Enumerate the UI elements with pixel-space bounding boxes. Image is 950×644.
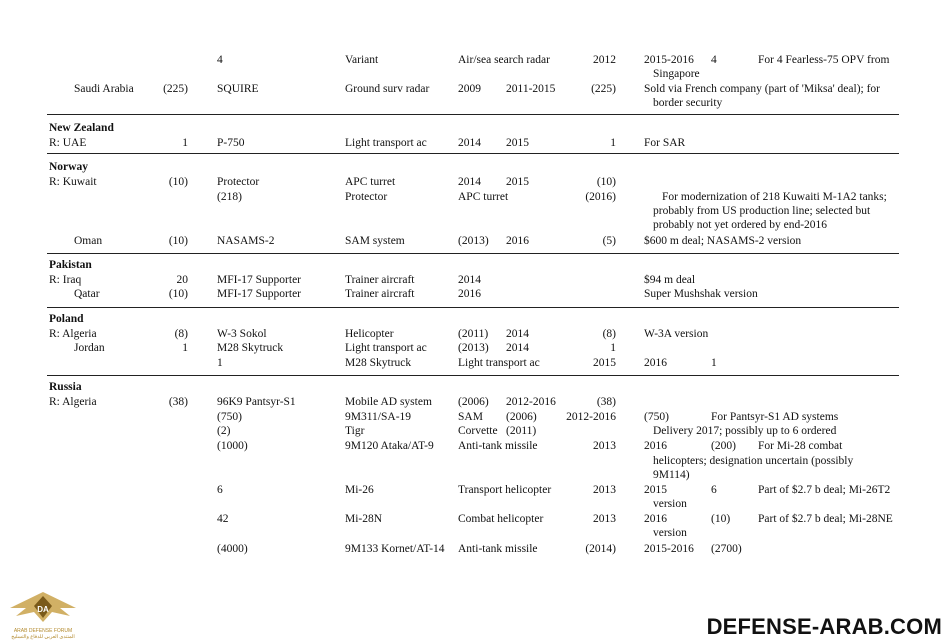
weapon-description: M28 Skytruck	[345, 357, 412, 369]
number-ordered: (38)	[168, 396, 188, 408]
supplier-heading: Russia	[49, 381, 82, 393]
weapon-description: 9M311/SA-19	[345, 411, 412, 423]
recipient: Saudi Arabia	[74, 83, 134, 95]
delivery-years: 2015	[506, 176, 529, 188]
comments: probably not yet ordered by end-2016	[653, 219, 828, 231]
weapon-description: SAM system	[345, 235, 405, 247]
delivery-years: 2015	[506, 137, 529, 149]
weapon-designation: SQUIRE	[217, 83, 259, 95]
weapon-designation: (750)	[217, 411, 242, 423]
forum-logo-text	[6, 628, 80, 640]
delivery-years: (2006)	[506, 411, 537, 423]
comments: Sold via French company (part of 'Miksa' deal); for	[644, 83, 880, 95]
section-divider	[47, 114, 899, 115]
number-delivered: 4	[711, 54, 717, 66]
weapon-designation: P-750	[217, 137, 245, 149]
order-year: 2013	[593, 440, 616, 452]
weapon-description: APC turret	[345, 176, 396, 188]
comments: probably from US production line; selected but	[653, 205, 871, 217]
weapon-designation: 1	[217, 357, 223, 369]
weapon-designation: 96K9 Pantsyr-S1	[217, 396, 296, 408]
recipient: R: Kuwait	[49, 176, 97, 188]
weapon-description: Anti-tank missile	[458, 543, 538, 555]
number-ordered: (10)	[168, 235, 188, 247]
order-year: 2012	[593, 54, 616, 66]
recipient: R: Iraq	[49, 274, 82, 286]
weapon-description: Helicopter	[345, 328, 394, 340]
weapon-description: Air/sea search radar	[458, 54, 550, 66]
delivery-years: 2016	[644, 440, 667, 452]
recipient: R: Algeria	[49, 396, 97, 408]
number-delivered: (2016)	[585, 191, 616, 203]
number-ordered: (8)	[174, 328, 188, 340]
delivery-years: 2015-2016	[644, 54, 694, 66]
number-ordered: 1	[182, 137, 188, 149]
recipient: R: Algeria	[49, 328, 97, 340]
order-year: (2014)	[585, 543, 616, 555]
comments: Super Mushshak version	[644, 288, 758, 300]
comments: Part of $2.7 b deal; Mi-26T2	[758, 484, 891, 496]
delivery-years: 2015-2016	[644, 543, 694, 555]
weapon-designation: (4000)	[217, 543, 248, 555]
section-divider	[47, 307, 899, 308]
comments: version	[653, 498, 687, 510]
weapon-designation: 42	[217, 513, 229, 525]
comments: For SAR	[644, 137, 686, 149]
comments: $600 m deal; NASAMS-2 version	[644, 235, 802, 247]
delivery-years: (2011)	[506, 425, 537, 437]
comments: helicopters; designation uncertain (possibly	[653, 455, 854, 467]
number-delivered: (5)	[602, 235, 616, 247]
comments: For Mi-28 combat	[758, 440, 843, 452]
weapon-designation: M28 Skytruck	[217, 342, 284, 354]
number-delivered: 1	[610, 342, 616, 354]
order-year: APC turret	[458, 191, 509, 203]
section-divider	[47, 153, 899, 154]
delivery-years: 2014	[506, 328, 529, 340]
weapon-designation: Protector	[217, 176, 260, 188]
weapon-designation: 6	[217, 484, 223, 496]
number-ordered: (225)	[163, 83, 188, 95]
number-ordered: 20	[176, 274, 188, 286]
weapon-description: Mi-28N	[345, 513, 383, 525]
delivery-years: 2014	[506, 342, 529, 354]
number-delivered: (38)	[596, 396, 616, 408]
order-year: Corvette	[458, 425, 498, 437]
weapon-designation: (2)	[217, 425, 231, 437]
logo-title: ARAB DEFENSE FORUM	[13, 628, 73, 634]
weapon-description: 9M120 Ataka/AT-9	[345, 440, 434, 452]
order-year: 2014	[458, 274, 481, 286]
weapon-designation: MFI-17 Supporter	[217, 274, 302, 286]
number-delivered: (200)	[711, 440, 736, 452]
logo-mark: DA	[37, 605, 49, 614]
weapon-designation: (1000)	[217, 440, 248, 452]
order-year: (2011)	[458, 328, 489, 340]
weapon-designation: NASAMS-2	[217, 235, 275, 247]
recipient: Qatar	[74, 288, 100, 300]
weapon-description: Anti-tank missile	[458, 440, 538, 452]
section-divider	[47, 375, 899, 376]
supplier-heading: Pakistan	[49, 259, 92, 271]
supplier-heading: Norway	[49, 161, 88, 173]
order-year: 2016	[458, 288, 481, 300]
number-delivered: 6	[711, 484, 717, 496]
weapon-description: 9M133 Kornet/AT-14	[345, 543, 445, 555]
weapon-description: Light transport ac	[345, 137, 427, 149]
supplier-heading: Poland	[49, 313, 84, 325]
site-watermark: DEFENSE-ARAB.COM	[706, 614, 942, 639]
comments: For modernization of 218 Kuwaiti M-1A2 tanks;	[662, 191, 887, 203]
order-year: 2013	[593, 484, 616, 496]
number-delivered: (2700)	[711, 543, 742, 555]
weapon-description: Combat helicopter	[458, 513, 544, 525]
number-delivered: (10)	[711, 513, 731, 525]
order-year: (2013)	[458, 342, 489, 354]
comments: border security	[653, 97, 723, 109]
comments: version	[653, 527, 687, 539]
weapon-description: Trainer aircraft	[345, 274, 415, 286]
weapon-designation: Variant	[345, 54, 379, 66]
delivery-years: 2012-2016	[506, 396, 556, 408]
number-ordered: (10)	[168, 288, 188, 300]
recipient: Oman	[74, 235, 103, 247]
order-year: 2014	[458, 137, 481, 149]
weapon-description: Mobile AD system	[345, 396, 432, 408]
number-delivered: 2012-2016	[566, 411, 616, 423]
delivery-years: 2016	[506, 235, 529, 247]
supplier-heading: New Zealand	[49, 122, 114, 134]
number-delivered: 2015	[593, 357, 616, 369]
order-year: SAM	[458, 411, 483, 423]
number-delivered: (10)	[596, 176, 616, 188]
number-ordered: (10)	[168, 176, 188, 188]
order-year: 2013	[593, 513, 616, 525]
order-year: 2014	[458, 176, 481, 188]
order-year: Light transport ac	[458, 357, 540, 369]
weapon-description: Mi-26	[345, 484, 374, 496]
comments: Singapore	[653, 68, 700, 80]
delivery-years: 2016	[644, 513, 667, 525]
weapon-description: Ground surv radar	[345, 83, 430, 95]
order-year: (2013)	[458, 235, 489, 247]
delivery-years: 2015	[644, 484, 667, 496]
logo-subtitle: المنتدى العربي للدفاع والتسليح	[11, 634, 75, 640]
weapon-description: Tigr	[345, 425, 365, 437]
order-year: 2009	[458, 83, 481, 95]
number-ordered: 1	[182, 342, 188, 354]
order-year: (2006)	[458, 396, 489, 408]
comments: For Pantsyr-S1 AD systems	[711, 411, 839, 423]
recipient: Jordan	[74, 342, 105, 354]
comments: $94 m deal	[644, 274, 696, 286]
comments: For 4 Fearless-75 OPV from	[758, 54, 890, 66]
recipient: R: UAE	[49, 137, 87, 149]
delivery-years: 2011-2015	[506, 83, 556, 95]
comments: Delivery 2017; possibly up to 6 ordered	[653, 425, 837, 437]
delivery-years: 2016	[644, 357, 667, 369]
number-delivered: 1	[610, 137, 616, 149]
number-delivered: (8)	[602, 328, 616, 340]
delivery-years: (750)	[644, 411, 669, 423]
number-delivered: (225)	[591, 83, 616, 95]
weapon-designation: W-3 Sokol	[217, 328, 267, 340]
number-ordered: 4	[217, 54, 223, 66]
weapon-description: Trainer aircraft	[345, 288, 415, 300]
weapon-description: Protector	[345, 191, 388, 203]
section-divider	[47, 253, 899, 254]
weapon-description: Light transport ac	[345, 342, 427, 354]
weapon-description: Transport helicopter	[458, 484, 552, 496]
weapon-designation: MFI-17 Supporter	[217, 288, 302, 300]
comments: 1	[711, 357, 717, 369]
weapon-designation: (218)	[217, 191, 242, 203]
comments: 9M114)	[653, 469, 690, 481]
comments: W-3A version	[644, 328, 709, 340]
comments: Part of $2.7 b deal; Mi-28NE	[758, 513, 893, 525]
